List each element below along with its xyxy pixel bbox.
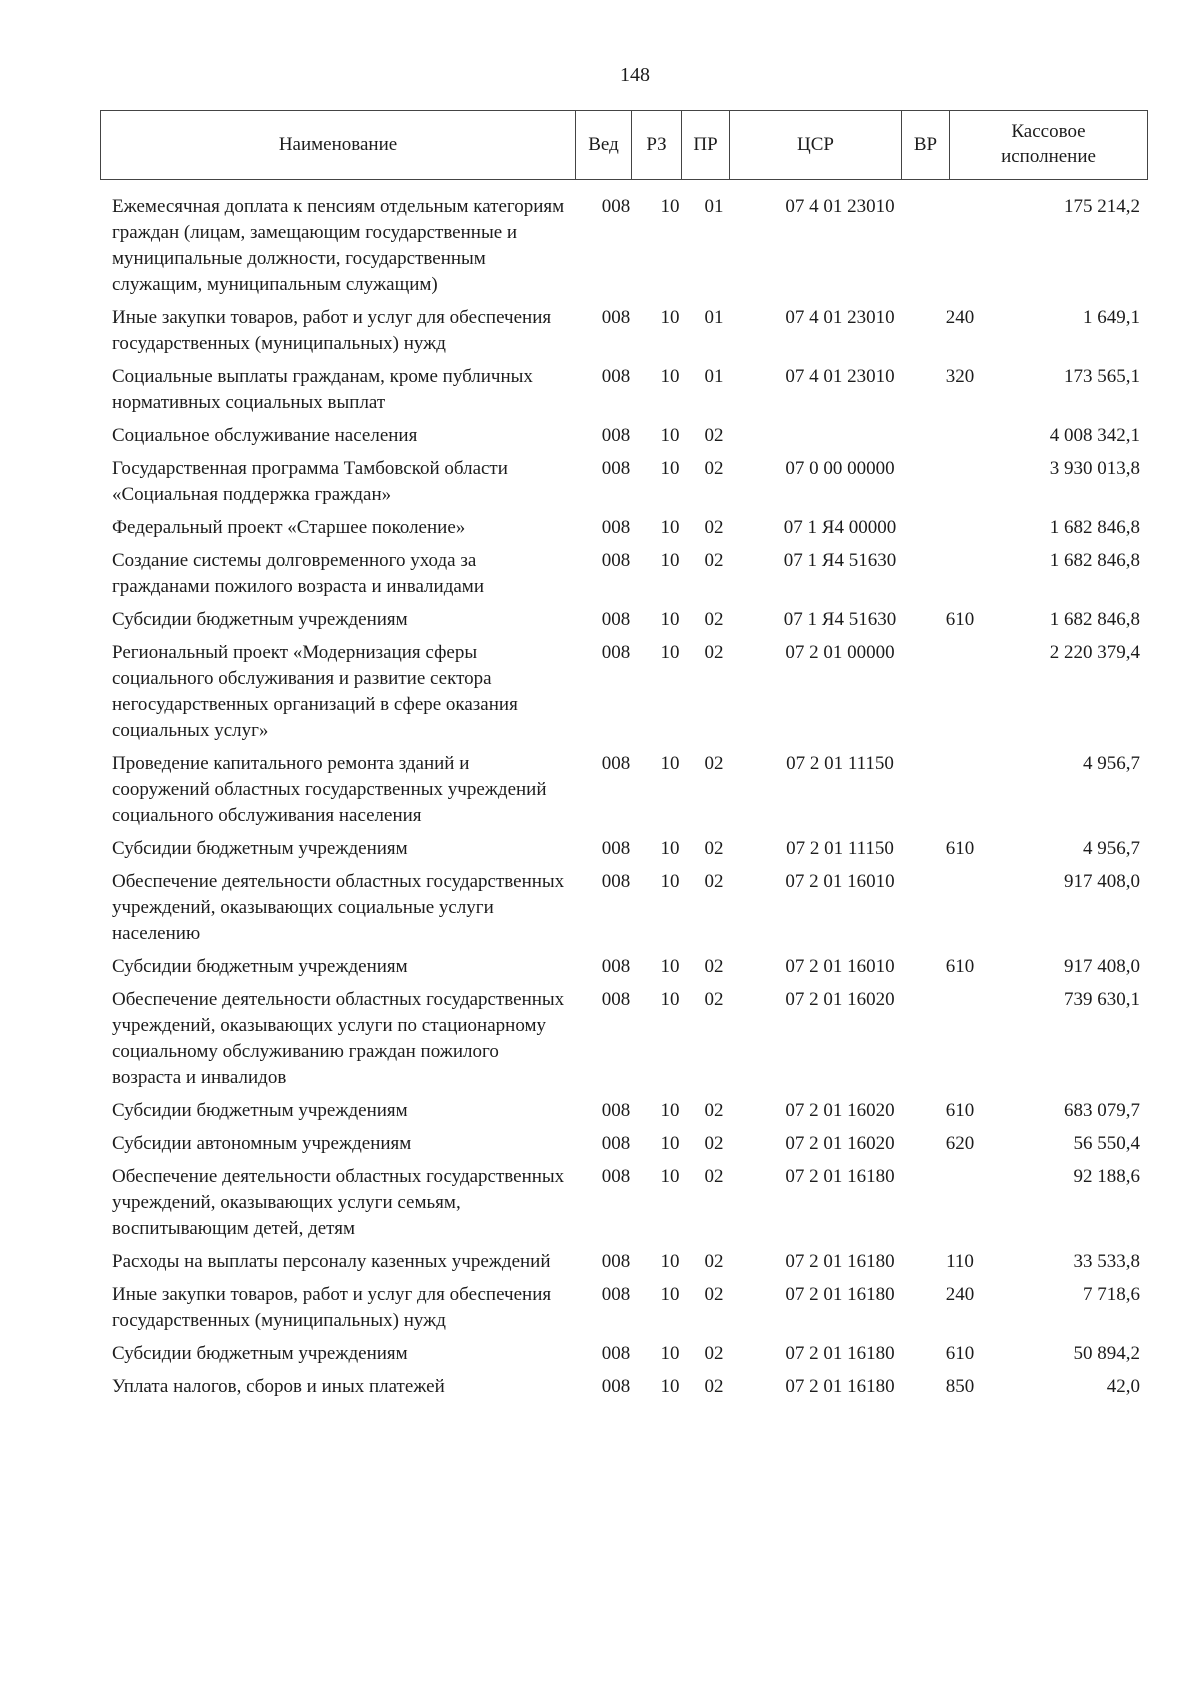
- row-name: Иные закупки товаров, работ и услуг для обеспечения государственных (муниципальных) нужд: [112, 307, 552, 354]
- row-csr: 07 4 01 23010: [785, 366, 895, 387]
- row-rz: 10: [660, 838, 680, 859]
- row-rz: 10: [660, 458, 680, 479]
- row-rz: 10: [660, 196, 680, 217]
- header-amount: Кассовое исполнение: [949, 111, 1147, 179]
- row-rz: 10: [660, 425, 680, 446]
- row-csr: 07 2 01 16020: [785, 1133, 895, 1154]
- row-ved: 008: [601, 1284, 631, 1305]
- row-csr: 07 2 01 16180: [785, 1376, 895, 1397]
- row-amount: 2 220 379,4: [1049, 642, 1140, 663]
- table-row: [100, 548, 1148, 600]
- row-rz: 10: [660, 1251, 680, 1272]
- row-amount: 917 408,0: [1064, 956, 1140, 977]
- row-csr: 07 4 01 23010: [785, 307, 895, 328]
- row-vr: 610: [945, 609, 975, 630]
- row-pr: 02: [704, 425, 724, 446]
- row-amount: 1 649,1: [1083, 307, 1140, 328]
- row-amount: 42,0: [1106, 1376, 1140, 1397]
- row-amount: 917 408,0: [1064, 871, 1140, 892]
- row-amount: 56 550,4: [1073, 1133, 1140, 1154]
- row-vr: 110: [946, 1251, 974, 1272]
- row-csr: 07 2 01 11150: [786, 753, 894, 774]
- table-row: [100, 1341, 1148, 1367]
- row-name: Проведение капитального ремонта зданий и сооружений областных государственных учреждений социального обслуживания населения: [112, 753, 547, 826]
- row-name: Государственная программа Тамбовской области «Социальная поддержка граждан»: [112, 458, 508, 505]
- row-pr: 02: [704, 1376, 724, 1397]
- row-csr: 07 2 01 16010: [785, 871, 895, 892]
- row-pr: 02: [704, 517, 724, 538]
- row-csr: 07 2 01 16020: [785, 1100, 895, 1121]
- row-ved: 008: [601, 838, 631, 859]
- row-ved: 008: [601, 871, 631, 892]
- row-amount: 1 682 846,8: [1049, 550, 1140, 571]
- row-csr: 07 2 01 16180: [785, 1343, 895, 1364]
- table-row: [100, 1164, 1148, 1242]
- row-ved: 008: [601, 517, 631, 538]
- row-amount: 4 956,7: [1083, 753, 1140, 774]
- table-row: [100, 194, 1148, 298]
- row-pr: 02: [704, 989, 724, 1010]
- row-amount: 33 533,8: [1073, 1251, 1140, 1272]
- row-pr: 02: [704, 753, 724, 774]
- header-pr: ПР: [681, 111, 729, 179]
- row-rz: 10: [660, 307, 680, 328]
- table-row: [100, 1282, 1148, 1334]
- table-row: [100, 1131, 1148, 1157]
- row-csr: 07 1 Я4 00000: [783, 517, 897, 538]
- row-rz: 10: [660, 517, 680, 538]
- row-amount: 92 188,6: [1073, 1166, 1140, 1187]
- row-ved: 008: [601, 609, 631, 630]
- row-rz: 10: [660, 1343, 680, 1364]
- table-row: [100, 869, 1148, 947]
- row-rz: 10: [660, 550, 680, 571]
- row-vr: 240: [945, 1284, 975, 1305]
- row-csr: 07 4 01 23010: [785, 196, 895, 217]
- row-name: Обеспечение деятельности областных государственных учреждений, оказывающих услуги по стационарному социальному обслуживанию граждан пожилого возраста и инвалидов: [112, 989, 565, 1088]
- table-row: [100, 954, 1148, 980]
- row-ved: 008: [601, 753, 631, 774]
- row-name: Социальные выплаты гражданам, кроме публичных нормативных социальных выплат: [112, 366, 533, 413]
- row-rz: 10: [660, 1284, 680, 1305]
- header-rz: РЗ: [631, 111, 681, 179]
- row-vr: 610: [945, 1100, 975, 1121]
- row-vr: 240: [945, 307, 975, 328]
- row-amount: 3 930 013,8: [1049, 458, 1140, 479]
- row-vr: 610: [945, 838, 975, 859]
- row-rz: 10: [660, 1100, 680, 1121]
- row-vr: 620: [945, 1133, 975, 1154]
- row-csr: 07 2 01 11150: [786, 838, 894, 859]
- row-amount: 50 894,2: [1073, 1343, 1140, 1364]
- row-ved: 008: [601, 1343, 631, 1364]
- row-name: Уплата налогов, сборов и иных платежей: [112, 1376, 445, 1397]
- row-rz: 10: [660, 989, 680, 1010]
- table-row: [100, 751, 1148, 829]
- row-amount: 4 956,7: [1083, 838, 1140, 859]
- table-row: [100, 1249, 1148, 1275]
- row-rz: 10: [660, 642, 680, 663]
- row-amount: 1 682 846,8: [1049, 517, 1140, 538]
- table-body: [100, 194, 1148, 1407]
- row-name: Расходы на выплаты персоналу казенных учреждений: [112, 1251, 551, 1272]
- row-ved: 008: [601, 458, 631, 479]
- row-ved: 008: [601, 989, 631, 1010]
- table-row: [100, 515, 1148, 541]
- row-pr: 02: [704, 458, 724, 479]
- row-ved: 008: [601, 366, 631, 387]
- row-rz: 10: [660, 1166, 680, 1187]
- header-vr: ВР: [901, 111, 949, 179]
- row-name: Обеспечение деятельности областных государственных учреждений, оказывающих социальные услуги населению: [112, 871, 565, 944]
- row-name: Обеспечение деятельности областных государственных учреждений, оказывающих услуги семьям, воспитывающим детей, детям: [112, 1166, 565, 1239]
- row-ved: 008: [601, 956, 631, 977]
- row-csr: 07 0 00 00000: [785, 458, 895, 479]
- row-ved: 008: [601, 1133, 631, 1154]
- row-name: Региональный проект «Модернизация сферы социального обслуживания и развитие сектора негосударственных организаций в сфере оказания социальных услуг»: [112, 642, 518, 741]
- row-csr: 07 2 01 16180: [785, 1166, 895, 1187]
- row-name: Субсидии бюджетным учреждениям: [112, 1343, 408, 1364]
- table-row: [100, 1374, 1148, 1400]
- row-ved: 008: [601, 425, 631, 446]
- row-ved: 008: [601, 550, 631, 571]
- header-ved: Вед: [575, 111, 631, 179]
- row-pr: 02: [704, 1284, 724, 1305]
- row-amount: 1 682 846,8: [1049, 609, 1140, 630]
- row-vr: 610: [945, 956, 975, 977]
- row-amount: 175 214,2: [1064, 196, 1140, 217]
- row-amount: 7 718,6: [1083, 1284, 1140, 1305]
- row-name: Субсидии автономным учреждениям: [112, 1133, 412, 1154]
- row-pr: 02: [704, 1251, 724, 1272]
- row-name: Создание системы долговременного ухода за гражданами пожилого возраста и инвалидами: [112, 550, 484, 597]
- row-name: Федеральный проект «Старшее поколение»: [112, 517, 466, 538]
- row-csr: 07 1 Я4 51630: [783, 609, 897, 630]
- row-pr: 01: [704, 196, 724, 217]
- table-row: [100, 836, 1148, 862]
- row-vr: 320: [945, 366, 975, 387]
- row-name: Социальное обслуживание населения: [112, 425, 418, 446]
- header-csr: ЦСР: [729, 111, 901, 179]
- row-pr: 02: [704, 956, 724, 977]
- row-csr: 07 2 01 16180: [785, 1284, 895, 1305]
- row-pr: 02: [704, 609, 724, 630]
- row-name: Субсидии бюджетным учреждениям: [112, 1100, 408, 1121]
- row-name: Ежемесячная доплата к пенсиям отдельным категориям граждан (лицам, замещающим государственные и муниципальные должности, государственным служащим, муниципальным служащим): [112, 196, 565, 295]
- table-row: [100, 1098, 1148, 1124]
- row-vr: 850: [945, 1376, 975, 1397]
- table-row: [100, 423, 1148, 449]
- row-rz: 10: [660, 956, 680, 977]
- row-pr: 02: [704, 1133, 724, 1154]
- row-amount: 4 008 342,1: [1049, 425, 1140, 446]
- row-ved: 008: [601, 1376, 631, 1397]
- row-pr: 02: [704, 1343, 724, 1364]
- table-header: [100, 110, 1148, 180]
- row-amount: 683 079,7: [1064, 1100, 1140, 1121]
- row-csr: 07 2 01 00000: [785, 642, 895, 663]
- row-rz: 10: [660, 609, 680, 630]
- row-name: Субсидии бюджетным учреждениям: [112, 956, 408, 977]
- row-amount: 739 630,1: [1064, 989, 1140, 1010]
- table-row: [100, 364, 1148, 416]
- table-row: [100, 456, 1148, 508]
- row-rz: 10: [660, 1376, 680, 1397]
- row-amount: 173 565,1: [1064, 366, 1140, 387]
- row-rz: 10: [660, 753, 680, 774]
- row-name: Иные закупки товаров, работ и услуг для обеспечения государственных (муниципальных) нужд: [112, 1284, 552, 1331]
- row-csr: 07 1 Я4 51630: [783, 550, 897, 571]
- row-csr: 07 2 01 16010: [785, 956, 895, 977]
- row-pr: 02: [704, 1100, 724, 1121]
- row-csr: 07 2 01 16180: [785, 1251, 895, 1272]
- row-vr: 610: [945, 1343, 975, 1364]
- row-pr: 02: [704, 838, 724, 859]
- row-rz: 10: [660, 1133, 680, 1154]
- row-name: Субсидии бюджетным учреждениям: [112, 609, 408, 630]
- row-pr: 02: [704, 642, 724, 663]
- table-row: [100, 607, 1148, 633]
- table-row: [100, 640, 1148, 744]
- row-pr: 02: [704, 550, 724, 571]
- row-ved: 008: [601, 642, 631, 663]
- row-csr: 07 2 01 16020: [785, 989, 895, 1010]
- row-ved: 008: [601, 1166, 631, 1187]
- row-ved: 008: [601, 1251, 631, 1272]
- row-ved: 008: [601, 1100, 631, 1121]
- row-pr: 02: [704, 871, 724, 892]
- page-number: 148: [620, 64, 650, 86]
- table-row: [100, 987, 1148, 1091]
- row-pr: 01: [704, 307, 724, 328]
- row-name: Субсидии бюджетным учреждениям: [112, 838, 408, 859]
- row-rz: 10: [660, 366, 680, 387]
- row-rz: 10: [660, 871, 680, 892]
- row-ved: 008: [601, 307, 631, 328]
- header-name: Наименование: [278, 133, 398, 155]
- row-ved: 008: [601, 196, 631, 217]
- row-pr: 02: [704, 1166, 724, 1187]
- table-row: [100, 305, 1148, 357]
- row-pr: 01: [704, 366, 724, 387]
